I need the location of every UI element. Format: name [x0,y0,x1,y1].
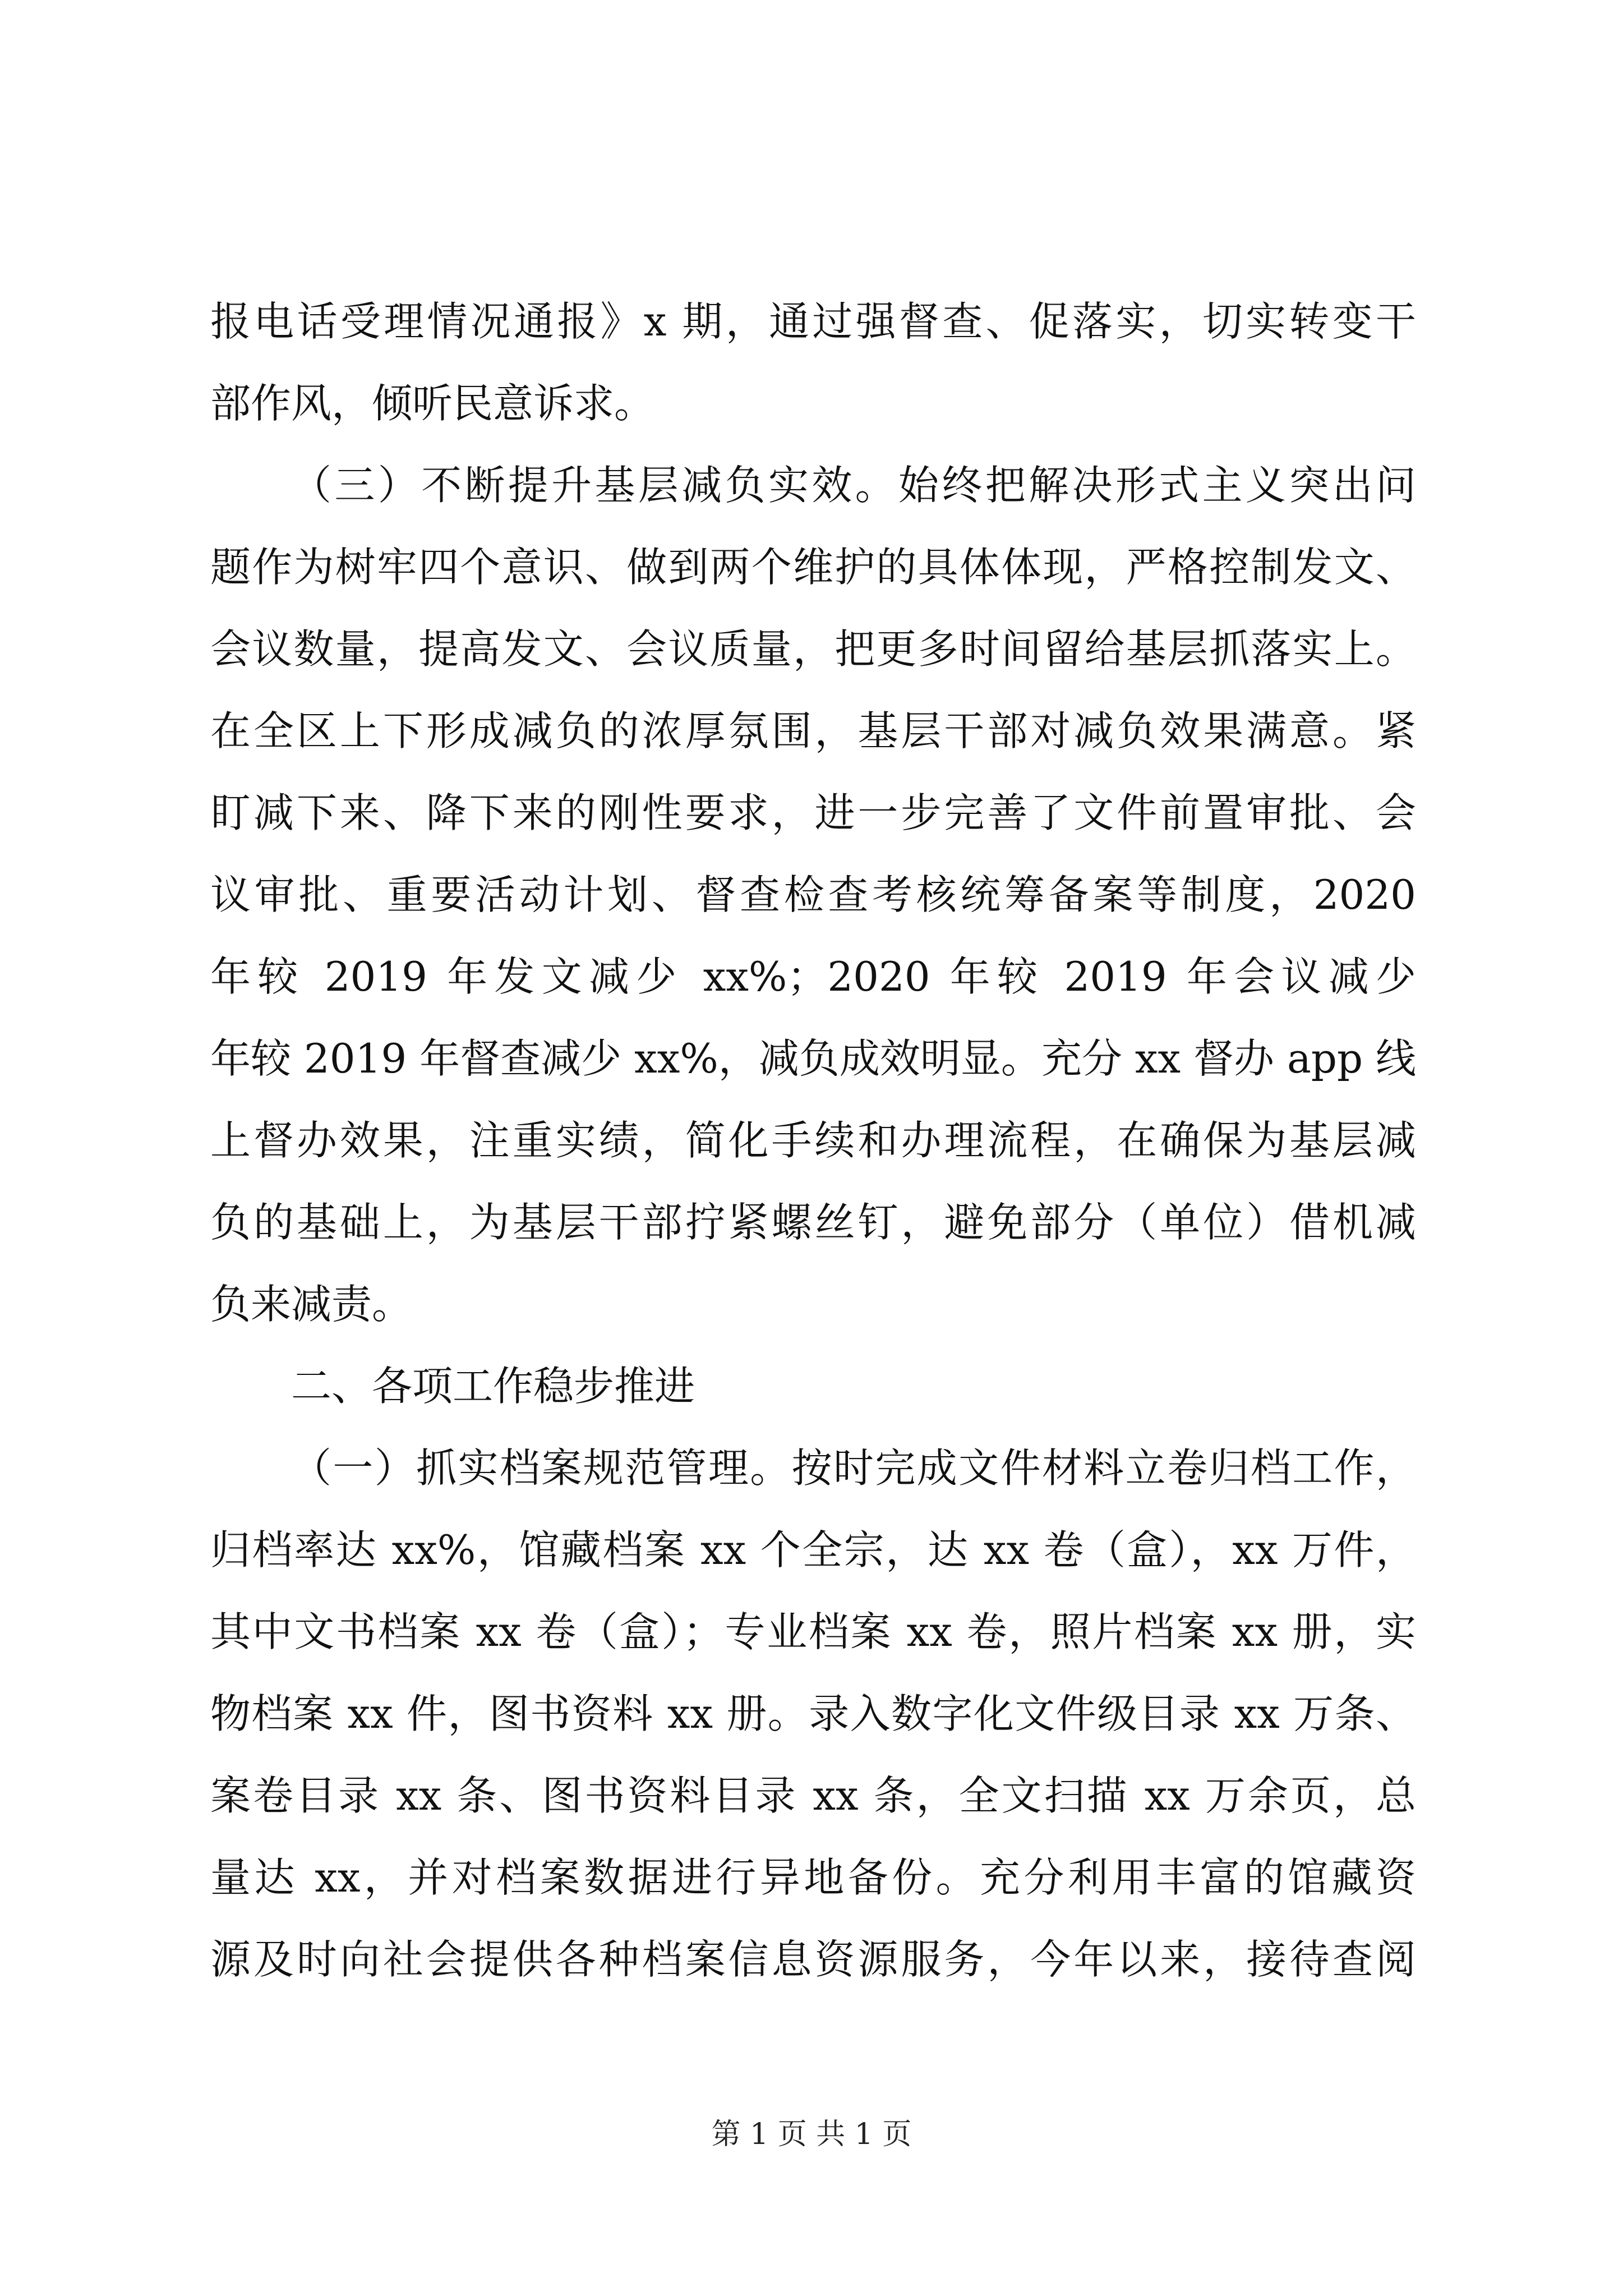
text-line: 物档案 xx 件，图书资料 xx 册。录入数字化文件级目录 xx 万条、 [210,1690,1416,1737]
text-line: 盯减下来、降下来的刚性要求，进一步完善了文件前置审批、会 [210,789,1416,836]
text-line: 在全区上下形成减负的浓厚氛围，基层干部对减负效果满意。紧 [210,707,1416,754]
text-line: 负来减责。 [210,1281,413,1328]
text-line: 年较 2019 年发文减少 xx%；2020 年较 2019 年会议减少 [210,953,1416,1000]
text-line: 负的基础上，为基层干部拧紧螺丝钉，避免部分（单位）借机减 [210,1199,1416,1246]
text-line: （一）抓实档案规范管理。按时完成文件材料立卷归档工作， [291,1444,1416,1492]
text-line: 议审批、重要活动计划、督查检查考核统筹备案等制度，2020 [210,871,1416,918]
text-line: 二、各项工作稳步推进 [291,1363,695,1410]
text-line: （三）不断提升基层减负实效。始终把解决形式主义突出问 [291,462,1416,509]
text-line: 年较 2019 年督查减少 xx%，减负成效明显。充分 xx 督办 app 线 [210,1035,1416,1082]
text-line: 题作为树牢四个意识、做到两个维护的具体体现，严格控制发文、 [210,544,1416,591]
text-line: 部作风，倾听民意诉求。 [210,380,655,427]
document-body [210,280,1416,2000]
text-line: 归档率达 xx%，馆藏档案 xx 个全宗，达 xx 卷（盒），xx 万件， [210,1526,1416,1573]
text-line: 量达 xx，并对档案数据进行异地备份。充分利用丰富的馆藏资 [210,1854,1416,1901]
page-footer: 第 1 页 共 1 页 [711,2118,912,2151]
text-line: 会议数量，提高发文、会议质量，把更多时间留给基层抓落实上。 [210,625,1416,673]
text-line: 源及时向社会提供各种档案信息资源服务，今年以来，接待查阅 [210,1936,1416,1983]
text-line: 其中文书档案 xx 卷（盒）；专业档案 xx 卷，照片档案 xx 册，实 [210,1608,1416,1655]
text-line: 案卷目录 xx 条、图书资料目录 xx 条，全文扫描 xx 万余页，总 [210,1772,1416,1819]
text-line: 报电话受理情况通报》x 期，通过强督查、促落实，切实转变干 [210,298,1416,345]
text-line: 上督办效果，注重实绩，简化手续和办理流程，在确保为基层减 [210,1117,1416,1164]
